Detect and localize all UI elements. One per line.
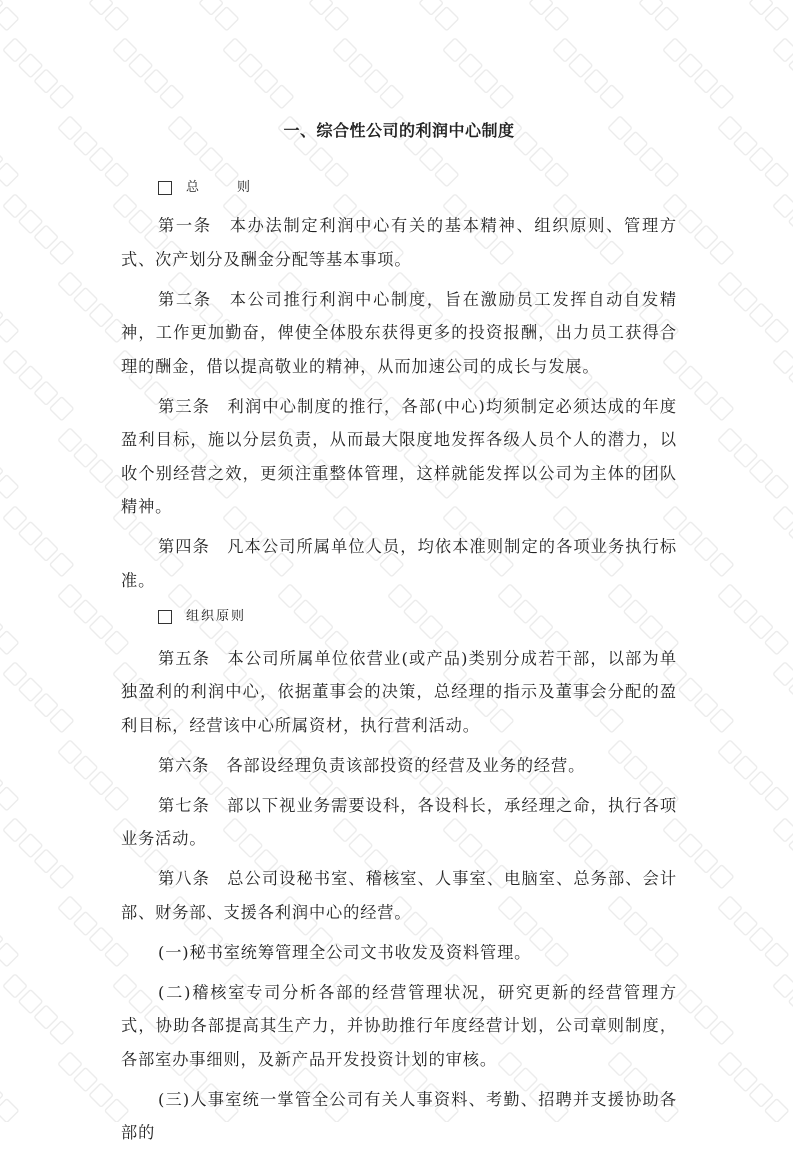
- paragraph: (三)人事室统一掌管全公司有关人事资料、考勤、招聘并支援协助各部的: [121, 1089, 677, 1142]
- watermark-mark: [718, 584, 789, 655]
- watermark-mark: [773, 194, 793, 265]
- watermark-mark: [58, 272, 129, 343]
- watermark-mark: [0, 1052, 19, 1122]
- paragraph: 第四条 凡本公司所属单位人员，均依本准则制定的各项业务执行标准。: [121, 537, 677, 590]
- watermark-mark: [443, 38, 514, 109]
- paragraph: 第七条 部以下视业务需要设科，各设科长，承经理之命，执行各项业务活动。: [121, 795, 677, 848]
- watermark-mark: [773, 350, 793, 421]
- watermark-mark: [113, 38, 184, 109]
- watermark-mark: [58, 1052, 129, 1122]
- watermark-mark: [58, 116, 129, 187]
- watermark-mark: [773, 662, 793, 733]
- checkbox-icon: [158, 181, 172, 195]
- paragraph: 第二条 本公司推行利润中心制度，旨在激励员工发挥自动自发精神，工作更加勤奋，俾使全体股东获得更多的投资报酬，出力员工获得合理的酬金，借以提高敬业的精神，从而加速公司的成长与发展。: [121, 289, 677, 376]
- watermark-mark: [3, 194, 74, 265]
- watermark-mark: [718, 896, 789, 967]
- watermark-mark: [0, 740, 19, 811]
- watermark-mark: [58, 428, 129, 499]
- paragraph: 第八条 总公司设秘书室、稽核室、人事室、电脑室、总务部、会计部、财务部、支援各利润中心的经营。: [121, 869, 677, 922]
- watermark-mark: [773, 506, 793, 577]
- watermark-mark: [553, 38, 624, 109]
- checkbox-icon: [158, 610, 172, 624]
- watermark-mark: [0, 584, 19, 655]
- watermark-mark: [773, 38, 793, 109]
- document-title: 一、综合性公司的利润中心制度: [283, 121, 515, 140]
- paragraph: (一)秘书室统筹管理全公司文书收发及资料管理。: [158, 942, 532, 962]
- watermark-mark: [278, 0, 349, 31]
- section-heading-general: [158, 175, 677, 201]
- watermark-mark: [718, 428, 789, 499]
- watermark-mark: [718, 272, 789, 343]
- watermark-mark: [0, 272, 19, 343]
- section-heading-label: 组织原则: [186, 608, 247, 624]
- section-heading-organization: [158, 604, 677, 630]
- watermark-mark: [58, 0, 129, 31]
- watermark-mark: [663, 38, 734, 109]
- document-page: [121, 121, 677, 1150]
- watermark-mark: [498, 0, 569, 31]
- watermark-mark: [3, 818, 74, 889]
- paragraph: (二)稽核室专司分析各部的经营管理状况，研究更新的经营管理方式，协助各部提高其生产力，并协助推行年度经营计划，公司章则制度，各部室办事细则，及新产品开发投资计划的审核。: [121, 982, 677, 1069]
- watermark-mark: [3, 350, 74, 421]
- watermark-mark: [3, 974, 74, 1045]
- paragraph: 第五条 本公司所属单位依营业(或产品)类别分成若干部，以部为单独盈利的利润中心，依据董事会的决策，总经理的指示及董事会分配的盈利目标，经营该中心所属资材，执行营利活动。: [121, 648, 677, 735]
- watermark-mark: [3, 38, 74, 109]
- watermark-mark: [773, 818, 793, 889]
- paragraph: 第三条 利润中心制度的推行，各部(中心)均须制定必须达成的年度盈利目标，施以分层负责，从而最大限度地发挥各级人员个人的潜力，以收个别经营之效，更须注重整体管理，这样就能发挥以公司为主体的团队精神。: [121, 396, 677, 516]
- watermark-mark: [0, 116, 19, 187]
- watermark-mark: [223, 38, 294, 109]
- watermark-mark: [0, 428, 19, 499]
- watermark-mark: [718, 740, 789, 811]
- watermark-mark: [3, 506, 74, 577]
- watermark-mark: [0, 0, 19, 31]
- watermark-mark: [0, 896, 19, 967]
- watermark-mark: [773, 974, 793, 1045]
- watermark-mark: [3, 662, 74, 733]
- watermark-mark: [718, 1052, 789, 1122]
- watermark-mark: [388, 0, 459, 31]
- watermark-mark: [58, 740, 129, 811]
- paragraph: 第一条 本办法制定利润中心有关的基本精神、组织原则、管理方式、次产划分及酬金分配等基本事项。: [121, 216, 677, 269]
- watermark-mark: [718, 0, 789, 31]
- watermark-mark: [608, 0, 679, 31]
- paragraph: 第六条 各部设经理负责该部投资的经营及业务的经营。: [158, 755, 586, 775]
- watermark-mark: [58, 896, 129, 967]
- watermark-mark: [333, 38, 404, 109]
- watermark-mark: [718, 116, 789, 187]
- section-heading-label: 总 则: [186, 180, 255, 195]
- watermark-mark: [58, 584, 129, 655]
- watermark-mark: [168, 0, 239, 31]
